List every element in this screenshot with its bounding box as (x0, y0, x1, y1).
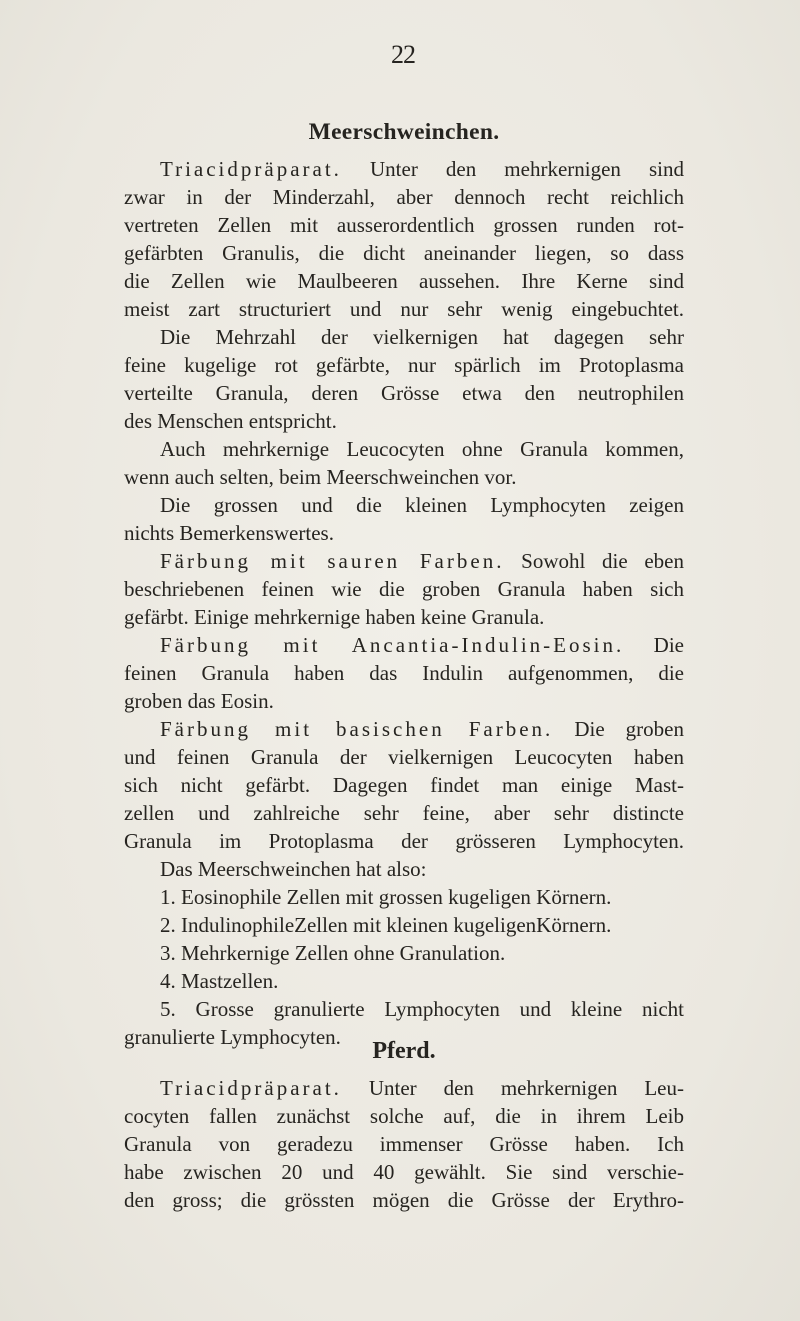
text-line (124, 183, 684, 211)
line-text: Die Mehrzahl der vielkernigen hat dagegen sehr (160, 325, 684, 349)
line-text: 1. Eosinophile Zellen mit grossen kugeligen Körnern. (160, 885, 612, 909)
line-text: meist zart structuriert und nur sehr wenig eingebuchtet. (124, 297, 684, 321)
text-line (124, 575, 684, 603)
line-text: sich nicht gefärbt. Dagegen findet man einige Mast- (124, 773, 684, 797)
text-line (124, 995, 684, 1023)
page-number: 22 (391, 40, 415, 69)
text-line (124, 603, 684, 631)
line-text: nichts Bemerkenswertes. (124, 521, 334, 545)
text-line (124, 1130, 684, 1158)
line-text: Granula von geradezu immenser Grösse haben. Ich (124, 1132, 684, 1156)
text-line (124, 1102, 684, 1130)
line-text: Sowohl die eben (504, 549, 684, 573)
line-text: Auch mehrkernige Leucocyten ohne Granula kommen, (160, 437, 684, 461)
line-text: zwar in der Minderzahl, aber dennoch recht reichlich (124, 185, 684, 209)
text-line (124, 1186, 684, 1214)
text-line (124, 547, 684, 575)
line-text: 3. Mehrkernige Zellen ohne Granulation. (160, 941, 506, 965)
spaced-lead-term: Triacidpräparat. (160, 1076, 342, 1100)
line-text: zellen und zahlreiche sehr feine, aber sehr distincte (124, 801, 684, 825)
line-text: gefärbten Granulis, die dicht aneinander liegen, so dass (124, 241, 684, 265)
line-text: den gross; die grössten mögen die Grösse der Erythro- (124, 1188, 684, 1212)
text-line (124, 1158, 684, 1186)
section-heading-meerschweinchen: Meerschweinchen. (308, 119, 500, 145)
line-text: cocyten fallen zunächst solche auf, die in ihrem Leib (124, 1104, 684, 1128)
spaced-lead-term: Triacidpräparat. (160, 157, 342, 181)
section-heading-pferd: Pferd. (372, 1038, 436, 1064)
spaced-lead-term: Färbung mit basischen Farben. (160, 717, 554, 741)
line-text: des Menschen entspricht. (124, 409, 337, 433)
line-text: 5. Grosse granulierte Lymphocyten und kleine nicht (160, 997, 684, 1021)
line-text: Die groben (553, 717, 684, 741)
line-text: groben das Eosin. (124, 689, 274, 713)
spaced-lead-term: Färbung mit Ancantia-Indulin-Eosin. (160, 633, 625, 657)
text-line (124, 351, 684, 379)
line-text: verteilte Granula, deren Grösse etwa den neutrophilen (124, 381, 684, 405)
text-line (124, 631, 684, 659)
text-line (124, 295, 684, 323)
text-line (124, 211, 684, 239)
line-text: wenn auch selten, beim Meerschweinchen vor. (124, 465, 517, 489)
spaced-lead-term: Färbung mit sauren Farben. (160, 549, 505, 573)
line-text: Das Meerschweinchen hat also: (160, 857, 427, 881)
text-line (124, 883, 684, 911)
line-text: 4. Mastzellen. (160, 969, 279, 993)
line-text: gefärbt. Einige mehrkernige haben keine Granula. (124, 605, 545, 629)
line-text: Unter den mehrkernigen sind (341, 157, 684, 181)
text-line (124, 379, 684, 407)
text-line (124, 939, 684, 967)
text-line (124, 771, 684, 799)
line-text: Die grossen und die kleinen Lymphocyten zeigen (160, 493, 684, 517)
text-line (124, 715, 684, 743)
text-line (124, 407, 684, 435)
line-text: habe zwischen 20 und 40 gewählt. Sie sind verschie- (124, 1160, 684, 1184)
text-line (124, 687, 684, 715)
text-line (124, 911, 684, 939)
line-text: Unter den mehrkernigen Leu- (341, 1076, 684, 1100)
text-line (124, 155, 684, 183)
line-text: 2. IndulinophileZellen mit kleinen kugeligenKörnern. (160, 913, 612, 937)
line-text: granulierte Lymphocyten. (124, 1025, 341, 1049)
line-text: feinen Granula haben das Indulin aufgenommen, die (124, 661, 684, 685)
text-line (124, 239, 684, 267)
line-text: feine kugelige rot gefärbte, nur spärlich im Protoplasma (124, 353, 684, 377)
text-line (124, 659, 684, 687)
text-line (124, 491, 684, 519)
line-text: und feinen Granula der vielkernigen Leucocyten haben (124, 745, 684, 769)
line-text: die Zellen wie Maulbeeren aussehen. Ihre Kerne sind (124, 269, 684, 293)
text-line (124, 519, 684, 547)
text-line (124, 967, 684, 995)
text-line (124, 827, 684, 855)
line-text: beschriebenen feinen wie die groben Granula haben sich (124, 577, 684, 601)
text-line (124, 1074, 684, 1102)
text-line (124, 323, 684, 351)
text-line (124, 435, 684, 463)
text-line (124, 463, 684, 491)
line-text: Die (624, 633, 684, 657)
text-line (124, 799, 684, 827)
line-text: Granula im Protoplasma der grösseren Lymphocyten. (124, 829, 684, 853)
text-line (124, 267, 684, 295)
text-line (124, 743, 684, 771)
text-line (124, 855, 684, 883)
line-text: vertreten Zellen mit ausserordentlich grossen runden rot- (124, 213, 684, 237)
